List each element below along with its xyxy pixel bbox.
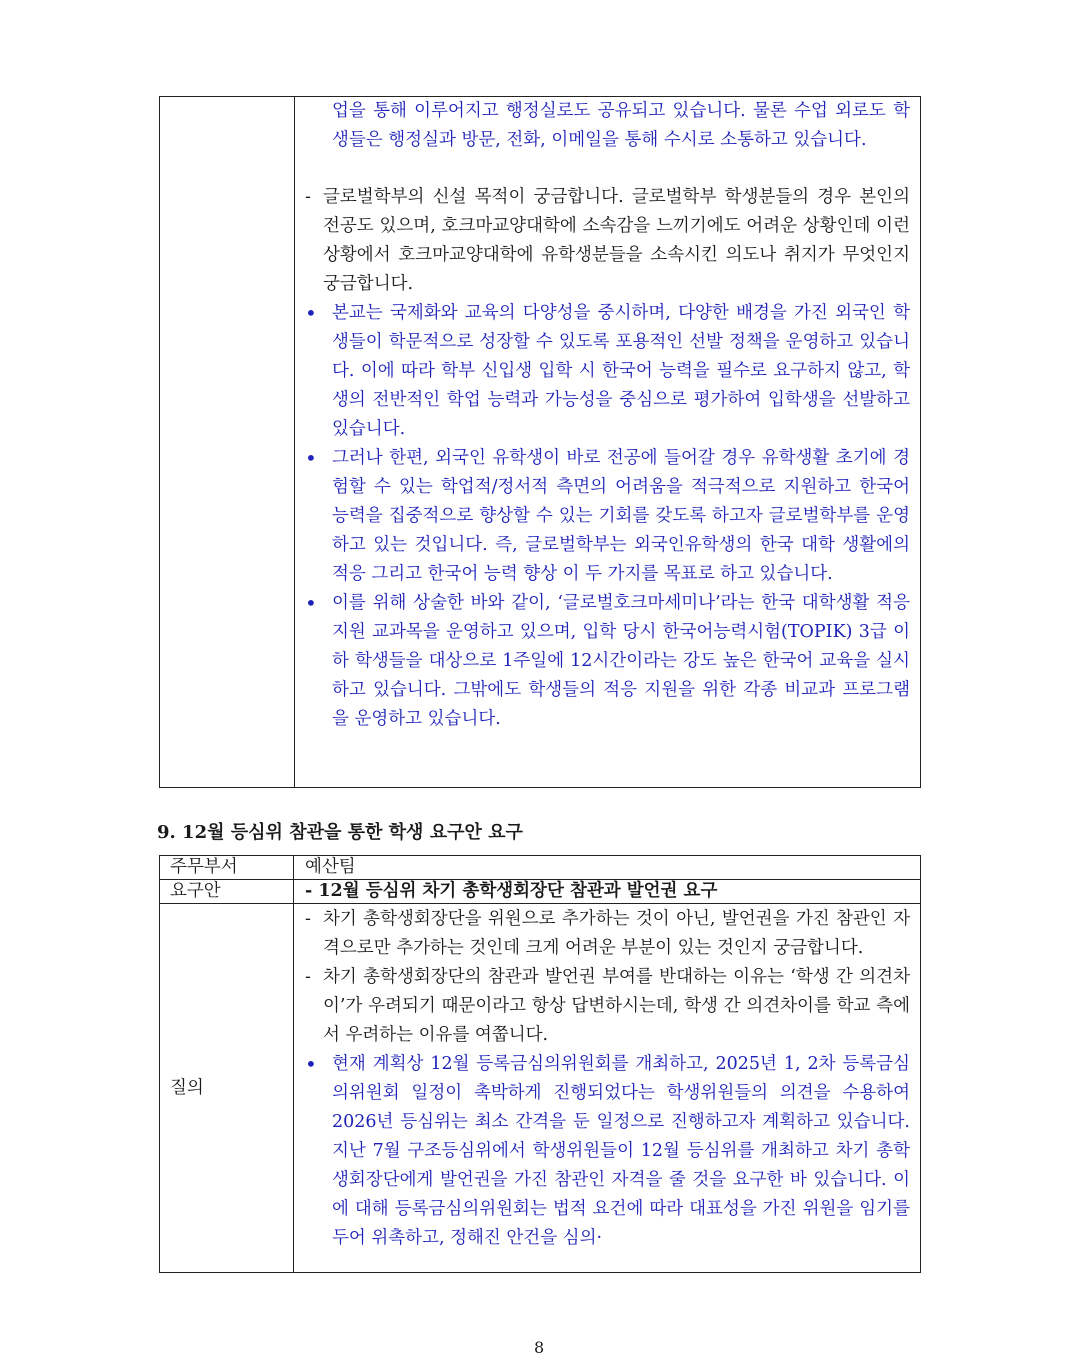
- question-text: 차기 총학생회장단을 위원으로 추가하는 것이 아닌, 발언권을 가진 참관인 자격으로만 추가하는 것인데 크게 어려운 부분이 있는 것인지 궁금합니다.: [323, 909, 910, 958]
- dash-mark: -: [305, 187, 311, 207]
- answer-text: 본교는 국제화와 교육의 다양성을 중시하며, 다양한 배경을 가진 외국인 학생들이 학문적으로 성장할 수 있도록 포용적인 선발 정책을 운영하고 있습니다. 이에 따라 학부 신입생 입학 시 한국어 능력을 필수로 요구하지 않고, 학생의 전반적인 학업 능력과 가능성을 중심으로 평가하여 입학생을 선발하고 있습니다.: [332, 303, 910, 439]
- answer-item: [295, 1050, 920, 1253]
- dept-row: [160, 856, 920, 880]
- dept-value: 예산팀: [305, 857, 356, 877]
- inquiry-row: [160, 904, 920, 1272]
- inquiry-content: [295, 905, 920, 1253]
- dash-mark: -: [305, 967, 311, 987]
- request-value: - 12월 등심위 차기 총학생회장단 참관과 발언권 요구: [305, 881, 718, 901]
- page-number: 8: [534, 1338, 545, 1357]
- answer-text: 그러나 한편, 외국인 유학생이 바로 전공에 들어갈 경우 유학생활 초기에 경험할 수 있는 학업적/정서적 측면의 어려움을 적극적으로 지원하고 한국어 능력을 집중적으로 향상할 수 있는 기회를 갖도록 하고자 글로벌학부를 운영하고 있는 것입니다. 즉, 글로벌학부는 외국인유학생의 한국 대학 생활에의 적응 그리고 한국어 능력 향상 이 두 가지를 목표로 하고 있습니다.: [332, 448, 910, 584]
- section-title: 9. 12월 등심위 참관을 통한 학생 요구안 요구: [157, 822, 523, 843]
- request-label: 요구안: [160, 880, 294, 903]
- bullet-icon: •: [305, 301, 317, 325]
- bullet-icon: •: [305, 446, 317, 470]
- table-content-cell: [295, 97, 920, 734]
- answer-text: 현재 계획상 12월 등록금심의위원회를 개최하고, 2025년 1, 2차 등록금심의위원회 일정이 촉박하게 진행되었다는 학생위원들의 의견을 수용하여 2026년 등심위는 최소 간격을 둔 일정으로 진행하고자 계획하고 있습니다. 지난 7월 구조등심위에서 학생위원들이 12월 등심위를 개최하고 차기 총학생회장단에게 발언권을 가진 참관인 자격을 줄 것을 요구한 바 있습니다. 이에 대해 등록금심의위원회는 법적 요건에 따라 대표성을 가진 위원을 임기를 두어 위촉하고, 정해진 안건을 심의·: [332, 1054, 910, 1248]
- dept-label: 주무부서: [160, 856, 294, 879]
- question-item: [295, 905, 920, 963]
- question-text: 글로벌학부의 신설 목적이 궁금합니다. 글로벌학부 학생분들의 경우 본인의 전공도 있으며, 호크마교양대학에 소속감을 느끼기에도 어려운 상황인데 이런 상황에서 호크마교양대학에 유학생분들을 소속시킨 의도나 취지가 무엇인지 궁금합니다.: [323, 187, 910, 294]
- continuation-answer: 업을 통해 이루어지고 행정실로도 공유되고 있습니다. 물론 수업 외로도 학생들은 행정실과 방문, 전화, 이메일을 통해 수시로 소통하고 있습니다.: [332, 101, 910, 150]
- question-item: [295, 183, 920, 299]
- dash-mark: -: [305, 909, 311, 929]
- answer-item: [295, 444, 920, 589]
- qa-table-continued: [159, 96, 921, 788]
- bullet-icon: •: [305, 591, 317, 615]
- inquiry-label: [160, 904, 294, 1272]
- answer-item: [295, 589, 920, 734]
- bullet-icon: •: [305, 1052, 317, 1076]
- inquiry-label-text: 질의: [170, 1078, 204, 1098]
- answer-text: 이를 위해 상술한 바와 같이, ‘글로벌호크마세미나’라는 한국 대학생활 적응 지원 교과목을 운영하고 있으며, 입학 당시 한국어능력시험(TOPIK) 3급 이하 학생들을 대상으로 1주일에 12시간이라는 강도 높은 한국어 교육을 실시하고 있습니다. 그밖에도 학생들의 적응 지원을 위한 각종 비교과 프로그램을 운영하고 있습니다.: [332, 593, 910, 729]
- request-row: [160, 880, 920, 904]
- section-table: [159, 855, 921, 1273]
- answer-item: [295, 299, 920, 444]
- table-label-cell: [160, 97, 295, 787]
- question-text: 차기 총학생회장단의 참관과 발언권 부여를 반대하는 이유는 ‘학생 간 의견차이’가 우려되기 때문이라고 항상 답변하시는데, 학생 간 의견차이를 학교 측에서 우려하는 이유를 여쭙니다.: [323, 967, 910, 1045]
- question-item: [295, 963, 920, 1050]
